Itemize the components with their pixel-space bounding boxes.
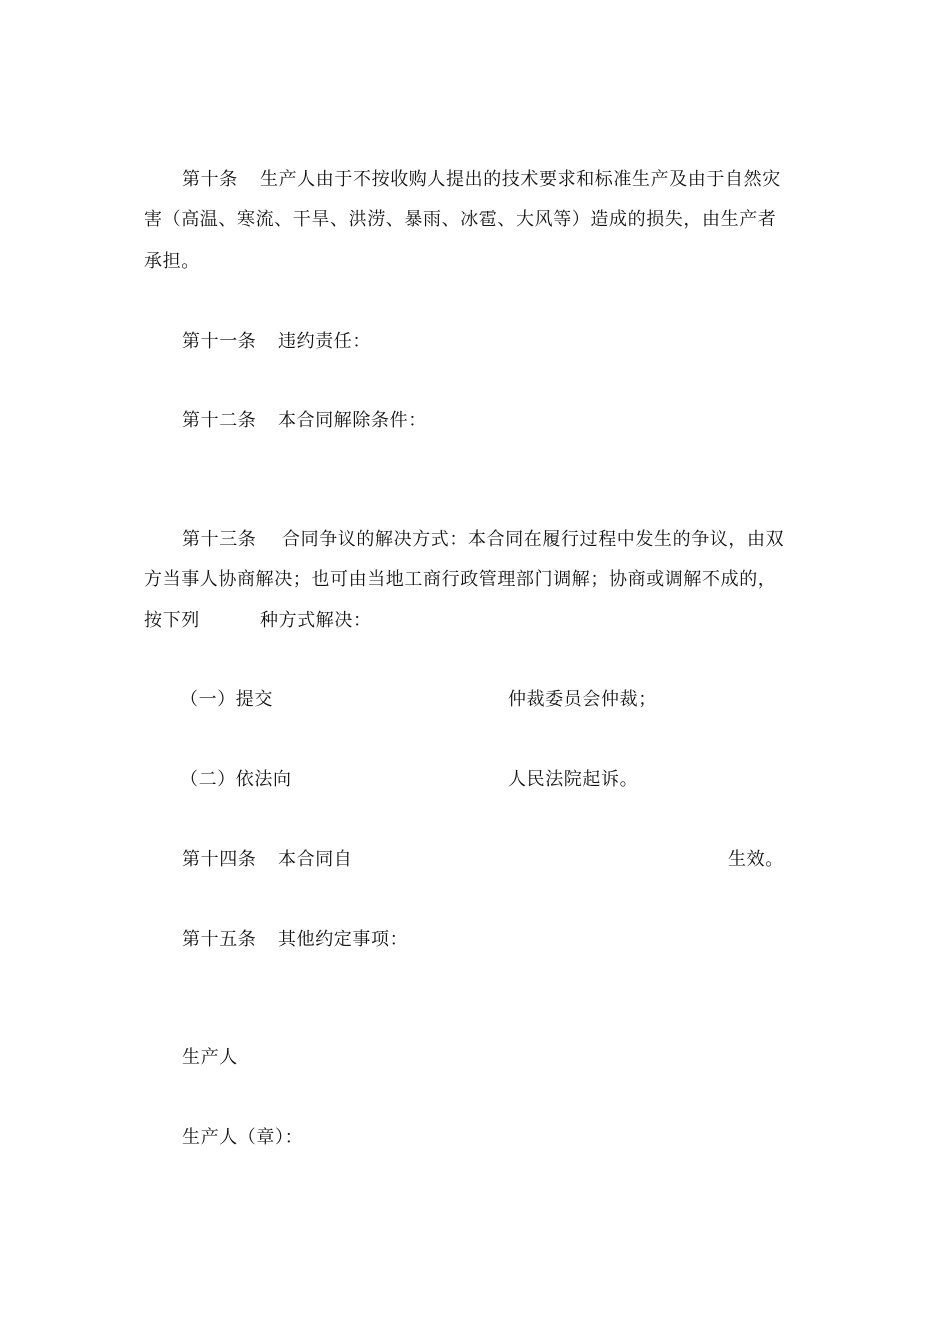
producer-seal-label: 生产人（章）：	[182, 1127, 304, 1148]
article-13-line-2	[144, 568, 776, 592]
producer-label: 生产人	[182, 1047, 238, 1068]
article-11-heading: 第十一条	[182, 331, 257, 352]
article-12-text: 本合同解除条件：	[278, 410, 427, 431]
article-10-line-3	[144, 250, 200, 274]
article-15-heading: 第十五条	[182, 929, 257, 950]
article-13-heading: 第十三条	[182, 529, 257, 550]
article-13-text-3b: 种方式解决：	[260, 610, 372, 631]
signature-producer-seal	[182, 1126, 303, 1150]
option-1-label: （一）提交	[180, 689, 273, 710]
article-10-text-2: 害（高温、寒流、干旱、洪涝、暴雨、冰雹、大风等）造成的损失，由生产者	[144, 209, 777, 230]
article-13-text-2: 方当事人协商解决；也可由当地工商行政管理部门调解；协商或调解不成的，	[144, 569, 777, 590]
article-12-heading: 第十二条	[182, 410, 257, 431]
article-14-heading: 第十四条	[182, 849, 257, 870]
option-2-label: （二）依法向	[180, 769, 292, 790]
article-10-text-1: 生产人由于不按收购人提出的技术要求和标准生产及由于自然灾	[260, 169, 781, 190]
article-11-text: 违约责任：	[278, 331, 371, 352]
article-13-text-3a: 按下列	[144, 610, 200, 631]
article-13-text-1: 合同争议的解决方式：本合同在履行过程中发生的争议，由双	[282, 529, 785, 550]
article-10-line-2	[144, 208, 776, 232]
article-10-heading: 第十条	[182, 169, 238, 190]
article-14-text-b: 生效。	[728, 849, 784, 870]
option-2-text: 人民法院起诉。	[508, 769, 639, 790]
option-1-text: 仲裁委员会仲裁；	[508, 689, 657, 710]
article-10-text-3: 承担。	[144, 251, 200, 272]
signature-producer	[182, 1046, 238, 1070]
article-14-text-a: 本合同自	[278, 849, 353, 870]
article-15-text: 其他约定事项：	[278, 929, 409, 950]
